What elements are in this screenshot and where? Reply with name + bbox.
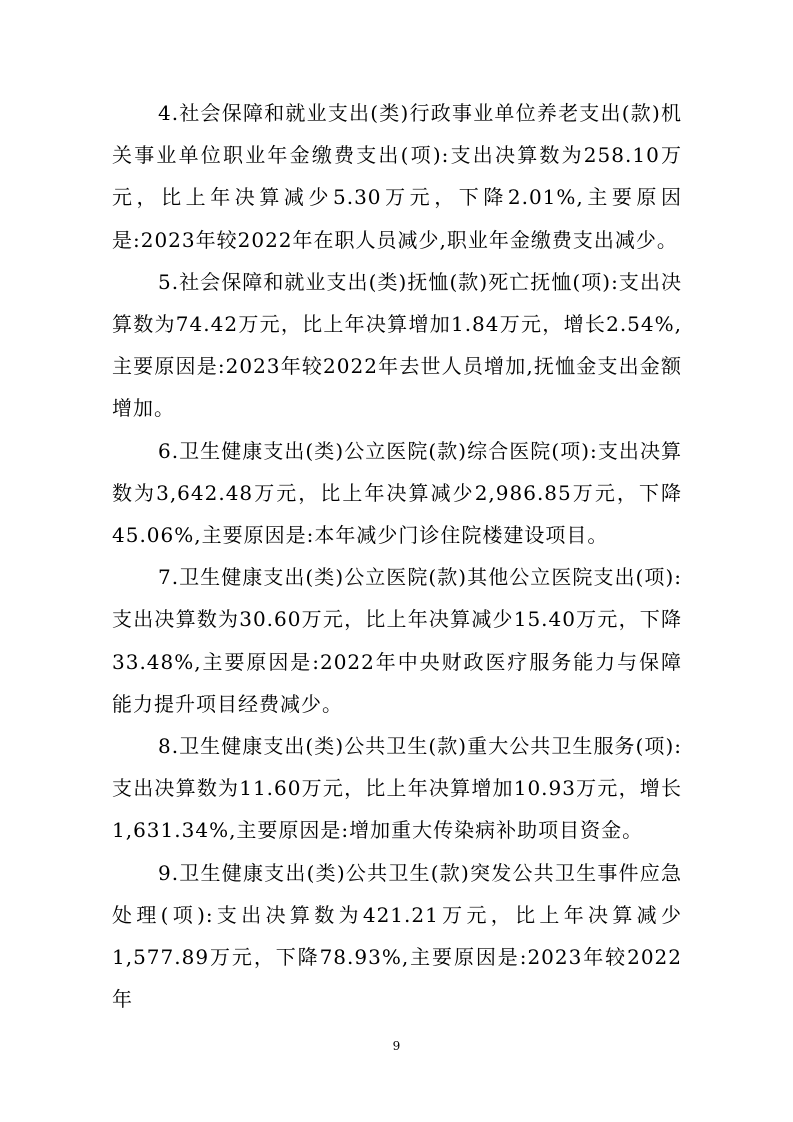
paragraph-item-5: 5.社会保障和就业支出(类)抚恤(款)死亡抚恤(项):支出决算数为74.42万元，比上年决算增加1.84万元，增长2.54%,主要原因是:2023年较2022年去世人员增加,抚恤金支出金额增加。 — [112, 269, 682, 421]
document-body — [112, 92, 682, 1020]
paragraph-item-7: 7.卫生健康支出(类)公立医院(款)其他公立医院支出(项):支出决算数为30.60万元，比上年决算减少15.40万元，下降33.48%,主要原因是:2022年中央财政医疗服务能力与保障能力提升项目经费减少。 — [112, 565, 682, 716]
page-number: 9 — [392, 1039, 401, 1053]
paragraph-item-4: 4.社会保障和就业支出(类)行政事业单位养老支出(款)机关事业单位职业年金缴费支出(项):支出决算数为258.10万元，比上年决算减少5.30万元，下降2.01%,主要原因是:2023年较2022年在职人员减少,职业年金缴费支出减少。 — [112, 101, 682, 252]
paragraph-item-9: 9.卫生健康支出(类)公共卫生(款)突发公共卫生事件应急处理(项):支出决算数为421.21万元，比上年决算减少1,577.89万元，下降78.93%,主要原因是:2023年较2022年 — [112, 860, 682, 1012]
paragraph-item-8: 8.卫生健康支出(类)公共卫生(款)重大公共卫生服务(项):支出决算数为11.60万元，比上年决算增加10.93万元，增长1,631.34%,主要原因是:增加重大传染病补助项目资金。 — [112, 734, 682, 843]
paragraph-item-6: 6.卫生健康支出(类)公立医院(款)综合医院(项):支出决算数为3,642.48万元，比上年决算减少2,986.85万元，下降45.06%,主要原因是:本年减少门诊住院楼建设项目。 — [112, 438, 682, 548]
